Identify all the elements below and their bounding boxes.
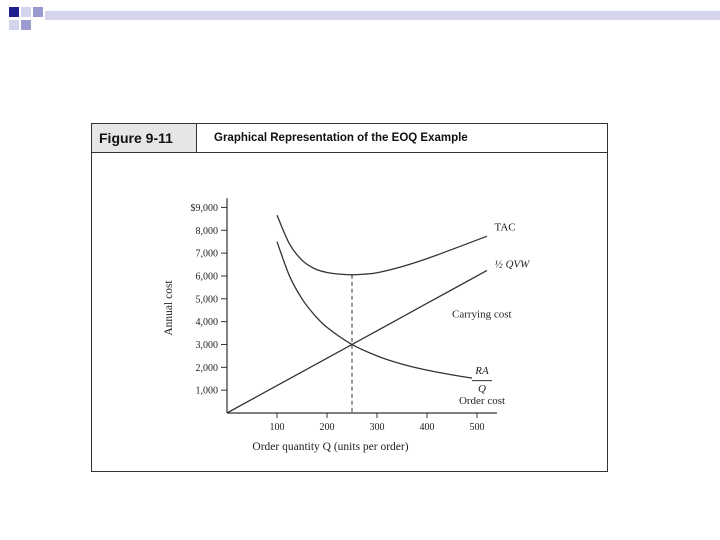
carrying-cost-line [227, 270, 487, 413]
y-tick-label: $9,000 [190, 202, 218, 214]
order-cost-numerator: RA [475, 365, 489, 378]
carrying-formula-label: ½ QVW [494, 258, 530, 271]
order-cost-curve [277, 242, 472, 378]
figure-panel [91, 123, 608, 472]
y-tick-label: 4,000 [195, 317, 218, 329]
slide-decoration [0, 0, 720, 40]
tac-label: TAC [494, 221, 516, 234]
y-axis-title: Annual cost [163, 280, 175, 336]
deco-square-dark [9, 7, 19, 17]
deco-top-bar [45, 11, 720, 20]
deco-square-light [9, 20, 19, 30]
y-tick-label: 5,000 [195, 294, 218, 306]
deco-square-light [21, 7, 31, 17]
y-tick-label: 2,000 [195, 362, 218, 374]
x-tick-label: 300 [369, 422, 385, 433]
figure-title: Graphical Representation of the EOQ Example [214, 132, 468, 144]
y-tick-label: 1,000 [195, 385, 218, 397]
carrying-cost-label: Carrying cost [452, 308, 512, 321]
order-cost-denominator: Q [478, 382, 486, 395]
deco-square-mid [21, 20, 31, 30]
x-tick-label: 100 [269, 422, 285, 433]
figure-label: Figure 9-11 [92, 124, 197, 152]
x-tick-label: 400 [419, 422, 435, 433]
order-cost-label: Order cost [458, 394, 506, 407]
y-tick-label: 6,000 [195, 271, 218, 283]
x-tick-label: 500 [469, 422, 485, 433]
tac-curve [277, 215, 487, 275]
eoq-chart [92, 124, 607, 471]
y-tick-label: 7,000 [195, 248, 218, 260]
x-tick-label: 200 [319, 422, 335, 433]
x-axis-title: Order quantity Q (units per order) [252, 441, 409, 453]
y-tick-label: 8,000 [195, 225, 218, 237]
y-tick-label: 3,000 [195, 339, 218, 351]
deco-square-mid [33, 7, 43, 17]
